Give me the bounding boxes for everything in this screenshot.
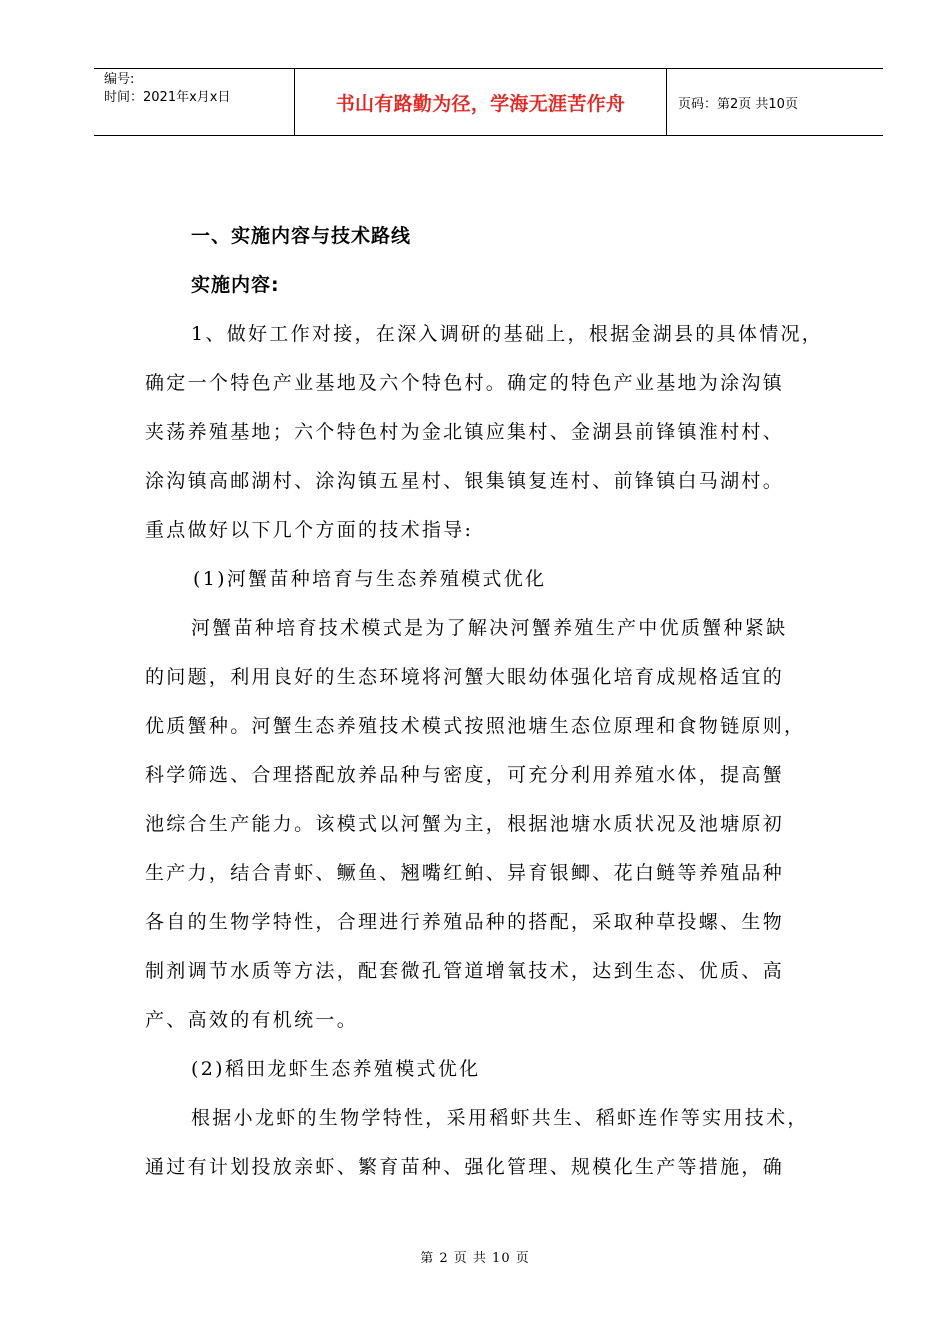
paragraph-line: 的问题，利用良好的生态环境将河蟹大眼幼体强化培育成规格适宜的	[145, 666, 785, 688]
paragraph-line: 产、高效的有机统一。	[145, 1009, 359, 1031]
paragraph-line: 重点做好以下几个方面的技术指导:	[145, 519, 474, 541]
paragraph-line: 池综合生产能力。该模式以河蟹为主，根据池塘水质状况及池塘原初	[145, 813, 785, 835]
document-body	[145, 212, 835, 1192]
paragraph-line: 科学筛选、合理搭配放养品种与密度，可充分利用养殖水体，提高蟹	[145, 764, 785, 786]
number-label: 编号:	[104, 72, 135, 87]
item-heading: (1)河蟹苗种培育与生态养殖模式优化	[193, 568, 547, 590]
paragraph-line: 1、做好工作对接，在深入调研的基础上，根据金湖县的具体情况，	[191, 323, 824, 345]
paragraph-line: 涂沟镇高邮湖村、涂沟镇五星村、银集镇复连村、前锋镇白马湖村。	[145, 470, 785, 492]
item-heading: (2)稻田龙虾生态养殖模式优化	[191, 1058, 481, 1080]
subsection-title: 实施内容:	[191, 274, 280, 296]
section-title: 一、实施内容与技术路线	[191, 225, 412, 247]
paragraph-line: 通过有计划投放亲虾、繁育苗种、强化管理、规模化生产等措施，确	[145, 1156, 785, 1178]
paragraph-line: 生产力，结合青虾、鳜鱼、翘嘴红鲌、异育银鲫、花白鲢等养殖品种	[145, 862, 785, 884]
page-footer: 第 2 页 共 10 页	[420, 1251, 530, 1266]
paragraph-line: 夹荡养殖基地；六个特色村为金北镇应集村、金湖县前锋镇淮村村、	[145, 421, 785, 443]
paragraph-line: 确定一个特色产业基地及六个特色村。确定的特色产业基地为涂沟镇	[145, 372, 785, 394]
header-page-info: 页码：第2页 共10页	[678, 96, 798, 112]
paragraph-line: 各自的生物学特性，合理进行养殖品种的搭配，采取种草投螺、生物	[145, 911, 785, 933]
time-label: 时间：2021年x月x日	[104, 90, 231, 105]
document-header	[94, 68, 883, 136]
header-meta-cell	[94, 69, 295, 135]
header-motto: 书山有路勤为径，学海无涯苦作舟	[295, 69, 667, 135]
paragraph-line: 根据小龙虾的生物学特性，采用稻虾共生、稻虾连作等实用技术，	[191, 1107, 809, 1129]
paragraph-line: 制剂调节水质等方法，配套微孔管道增氧技术，达到生态、优质、高	[145, 960, 785, 982]
paragraph-line: 河蟹苗种培育技术模式是为了解决河蟹养殖生产中优质蟹种紧缺	[191, 617, 788, 639]
paragraph-line: 优质蟹种。河蟹生态养殖技术模式按照池塘生态位原理和食物链原则，	[145, 715, 806, 737]
